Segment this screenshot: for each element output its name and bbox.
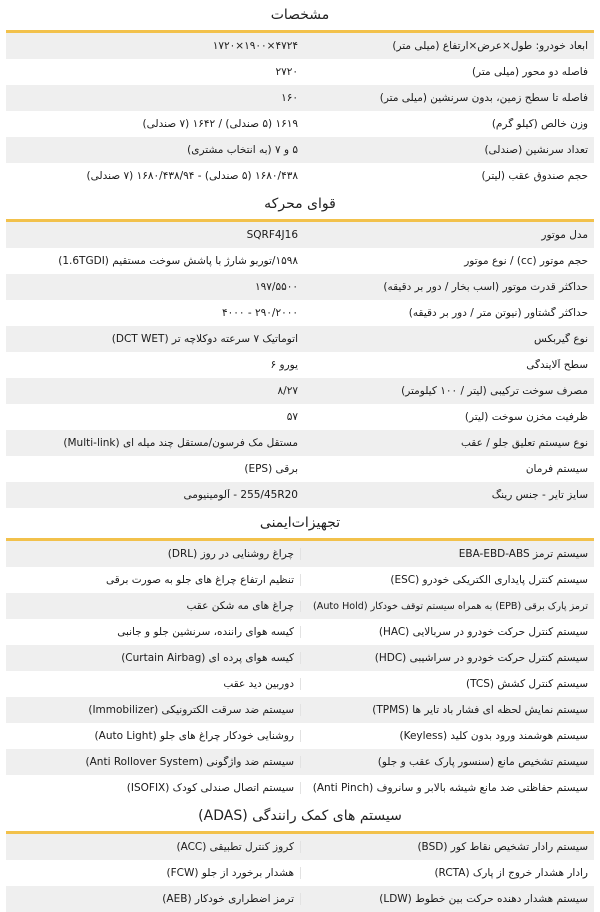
spec-label: نوع سیستم تعلیق جلو / عقب <box>461 437 588 449</box>
spec-value: ۱۶۸۰/۴۳۸ (۵ صندلی) - ۱۶۸۰/۴۳۸/۹۴ (۷ صندلی) <box>86 170 298 182</box>
section-title: سیستم های کمک رانندگی (ADAS) <box>198 808 402 824</box>
spec-value: 255/45R20 - آلومینیومی <box>183 489 298 501</box>
spec-label: سیستم فرمان <box>525 463 588 475</box>
feature-row <box>6 886 594 912</box>
spec-row <box>6 59 594 85</box>
feature-item: سیستم هشدار دهنده حرکت بین خطوط (LDW) <box>300 893 594 905</box>
feature-item: کیسه هوای راننده، سرنشین جلو و جانبی <box>117 626 294 638</box>
feature-item: هشدار برخورد از جلو (FCW) <box>166 867 294 879</box>
feature-row <box>6 645 594 671</box>
section-title: تجهیزات‌ایمنی <box>259 515 341 531</box>
feature-item: سیستم حفاظتی ضد مانع شیشه بالابر و سانروف (Anti Pinch) <box>300 782 594 794</box>
feature-item: ترمز پارک برقی (EPB) به همراه سیستم توقف خودکار (Auto Hold) <box>300 601 594 612</box>
feature-item: ترمز اضطراری خودکار (AEB) <box>162 893 294 905</box>
feature-row <box>6 775 594 801</box>
feature-item: سیستم هوشمند ورود بدون کلید (Keyless) <box>300 730 594 742</box>
section-title: قوای محرکه <box>264 196 336 212</box>
feature-item: سیستم نمایش لحظه ای فشار باد تایر ها (TPMS) <box>300 704 594 716</box>
feature-row <box>6 749 594 775</box>
feature-item: سیستم اتصال صندلی کودک (ISOFIX) <box>126 782 294 794</box>
spec-row <box>6 430 594 456</box>
spec-table <box>6 222 594 508</box>
spec-label: ظرفیت مخزن سوخت (لیتر) <box>464 411 588 423</box>
spec-label: فاصله دو محور (میلی متر) <box>471 66 588 78</box>
spec-value: ۱۶۰ <box>281 92 298 104</box>
feature-row <box>6 619 594 645</box>
spec-label: ابعاد خودرو: طول×عرض×ارتفاع (میلی متر) <box>392 40 588 52</box>
feature-row <box>6 723 594 749</box>
spec-row <box>6 137 594 163</box>
spec-row <box>6 378 594 404</box>
spec-value: ۵۷ <box>286 411 298 423</box>
feature-item: سیستم کنترل حرکت خودرو در سربالایی (HAC) <box>300 626 594 638</box>
spec-row <box>6 33 594 59</box>
feature-row <box>6 567 594 593</box>
spec-row <box>6 248 594 274</box>
feature-item: کیسه هوای پرده ای (Curtain Airbag) <box>121 652 294 664</box>
spec-row <box>6 456 594 482</box>
spec-table <box>6 834 594 912</box>
spec-label: حجم صندوق عقب (لیتر) <box>481 170 588 182</box>
spec-table <box>6 541 594 801</box>
feature-row <box>6 697 594 723</box>
feature-row <box>6 541 594 567</box>
spec-value: برقی (EPS) <box>244 463 298 475</box>
spec-value: مستقل مک فرسون/مستقل چند میله ای (Multi-link) <box>63 437 298 449</box>
spec-row <box>6 222 594 248</box>
spec-row <box>6 274 594 300</box>
spec-label: مدل موتور <box>541 229 588 241</box>
feature-item: سیستم رادار تشخیص نقاط کور (BSD) <box>300 841 594 853</box>
spec-value: ۸/۲۷ <box>277 385 298 397</box>
spec-label: فاصله تا سطح زمین، بدون سرنشین (میلی متر) <box>379 92 588 104</box>
spec-value: ۲۷۲۰ <box>275 66 298 78</box>
feature-row <box>6 671 594 697</box>
feature-item: سیستم ضد واژگونی (Anti Rollover System) <box>85 756 294 768</box>
spec-value: ۱۹۷/۵۵۰۰ <box>254 281 298 293</box>
feature-item: رادار هشدار خروج از پارک (RCTA) <box>300 867 594 879</box>
spec-label: سایز تایر - جنس رینگ <box>491 489 588 501</box>
spec-label: حجم موتور (cc) / نوع موتور <box>464 255 588 267</box>
spec-label: حداکثر قدرت موتور (اسب بخار / دور بر دقیقه) <box>383 281 588 293</box>
spec-row <box>6 482 594 508</box>
spec-value: ۴۷۲۴×۱۹۰۰×۱۷۲۰ <box>212 40 298 52</box>
spec-table <box>6 33 594 189</box>
spec-row <box>6 163 594 189</box>
spec-value: ۱۵۹۸/توربو شارژ با پاشش سوخت مستقیم (1.6TGDI) <box>58 255 298 267</box>
spec-row <box>6 300 594 326</box>
spec-value: SQRF4J16 <box>246 229 298 241</box>
spec-value: ۵ و ۷ (به انتخاب مشتری) <box>187 144 298 156</box>
feature-item: سیستم کنترل کشش (TCS) <box>300 678 594 690</box>
spec-label: سطح آلایندگی <box>526 359 588 371</box>
feature-item: کروز کنترل تطبیقی (ACC) <box>176 841 294 853</box>
feature-item: سیستم ضد سرقت الکترونیکی (Immobilizer) <box>88 704 294 716</box>
spec-label: حداکثر گشتاور (نیوتن متر / دور بر دقیقه) <box>408 307 588 319</box>
spec-row <box>6 111 594 137</box>
spec-row <box>6 352 594 378</box>
spec-label: تعداد سرنشین (صندلی) <box>484 144 588 156</box>
feature-item: سیستم کنترل پایداری الکتریکی خودرو (ESC) <box>300 574 594 586</box>
spec-row <box>6 404 594 430</box>
spec-value: یورو ۶ <box>270 359 298 371</box>
section-title: مشخصات <box>270 7 330 23</box>
spec-row <box>6 326 594 352</box>
feature-item: روشنایی خودکار چراغ های جلو (Auto Light) <box>94 730 294 742</box>
spec-row <box>6 85 594 111</box>
feature-item: سیستم ترمز EBA-EBD-ABS <box>300 548 594 560</box>
feature-item: دوربین دید عقب <box>223 678 294 690</box>
spec-value: ۱۶۱۹ (۵ صندلی) / ۱۶۴۲ (۷ صندلی) <box>142 118 298 130</box>
feature-item: سیستم تشخیص مانع (سنسور پارک عقب و جلو) <box>300 756 594 768</box>
feature-row <box>6 593 594 619</box>
spec-value: ۲۹۰/۲۰۰۰ - ۴۰۰۰ <box>221 307 298 319</box>
spec-label: مصرف سوخت ترکیبی (لیتر / ۱۰۰ کیلومتر) <box>401 385 588 397</box>
spec-label: نوع گیربکس <box>533 333 588 345</box>
feature-item: تنظیم ارتفاع چراغ های جلو به صورت برقی <box>105 574 294 586</box>
feature-item: سیستم کنترل حرکت خودرو در سراشیبی (HDC) <box>300 652 594 664</box>
spec-value: اتوماتیک ۷ سرعته دوکلاچه تر (DCT WET) <box>111 333 298 345</box>
feature-row <box>6 860 594 886</box>
spec-label: وزن خالص (کیلو گرم) <box>491 118 588 130</box>
feature-item: چراغ های مه شکن عقب <box>186 600 294 612</box>
feature-item: چراغ روشنایی در روز (DRL) <box>167 548 294 560</box>
feature-row <box>6 834 594 860</box>
